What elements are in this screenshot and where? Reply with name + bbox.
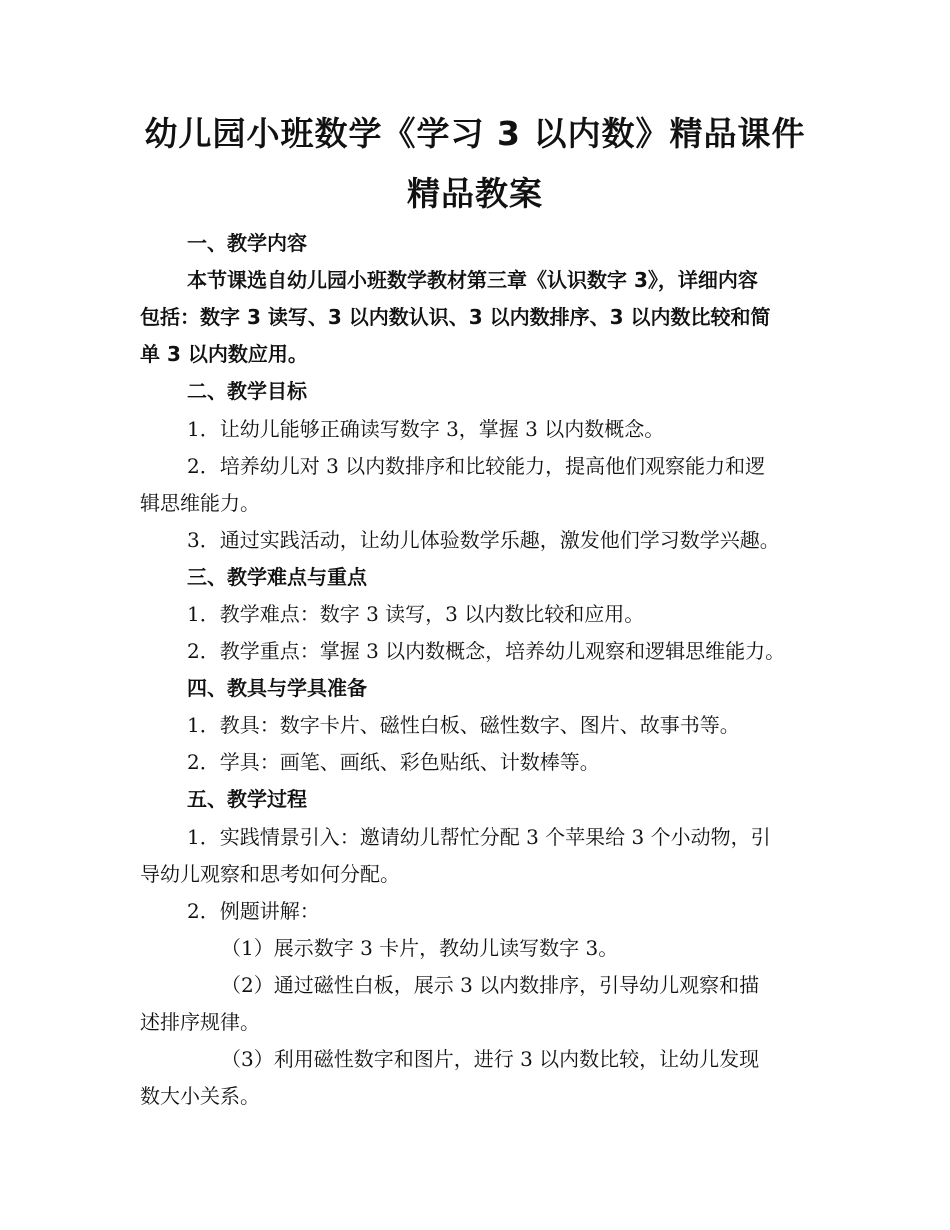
list-item: 1．让幼儿能够正确读写数字 3，掌握 3 以内数概念。	[187, 417, 665, 441]
list-item: 1．实践情景引入：邀请幼儿帮忙分配 3 个苹果给 3 个小动物，引	[187, 825, 771, 849]
list-item: 3．通过实践活动，让幼儿体验数学乐趣，激发他们学习数学兴趣。	[187, 528, 780, 552]
sub-list-item-continuation: 数大小关系。	[140, 1084, 260, 1108]
list-item: 1．教学难点：数字 3 读写，3 以内数比较和应用。	[187, 602, 645, 626]
document-title-line2: 精品教案	[407, 174, 543, 213]
list-item: 1．教具：数字卡片、磁性白板、磁性数字、图片、故事书等。	[187, 713, 740, 737]
section-heading-goals: 二、教学目标	[187, 379, 307, 403]
section-heading-difficulty: 三、教学难点与重点	[187, 565, 367, 589]
list-item: 2．教学重点：掌握 3 以内数概念，培养幼儿观察和逻辑思维能力。	[187, 639, 786, 663]
list-item: 2．培养幼儿对 3 以内数排序和比较能力，提高他们观察能力和逻	[187, 454, 766, 478]
list-item: 2．例题讲解：	[187, 899, 320, 923]
paragraph-line: 本节课选自幼儿园小班数学教材第三章《认识数字 3》，详细内容	[187, 268, 758, 292]
sub-list-item: （3）利用磁性数字和图片，进行 3 以内数比较，让幼儿发现	[221, 1047, 760, 1071]
section-heading-tools: 四、教具与学具准备	[187, 676, 367, 700]
sub-list-item-continuation: 述排序规律。	[140, 1010, 260, 1034]
section-heading-process: 五、教学过程	[187, 787, 307, 811]
sub-list-item: （2）通过磁性白板，展示 3 以内数排序，引导幼儿观察和描	[221, 973, 760, 997]
section-heading-content: 一、教学内容	[187, 231, 307, 255]
list-item-continuation: 导幼儿观察和思考如何分配。	[140, 862, 400, 886]
paragraph-line: 包括：数字 3 读写、3 以内数认识、3 以内数排序、3 以内数比较和简	[140, 305, 771, 329]
paragraph-line: 单 3 以内数应用。	[140, 342, 308, 366]
sub-list-item: （1）展示数字 3 卡片，教幼儿读写数字 3。	[221, 936, 619, 960]
document-title-line1: 幼儿园小班数学《学习 3 以内数》精品课件	[144, 114, 806, 153]
list-item: 2．学具：画笔、画纸、彩色贴纸、计数棒等。	[187, 750, 600, 774]
list-item-continuation: 辑思维能力。	[140, 491, 260, 515]
